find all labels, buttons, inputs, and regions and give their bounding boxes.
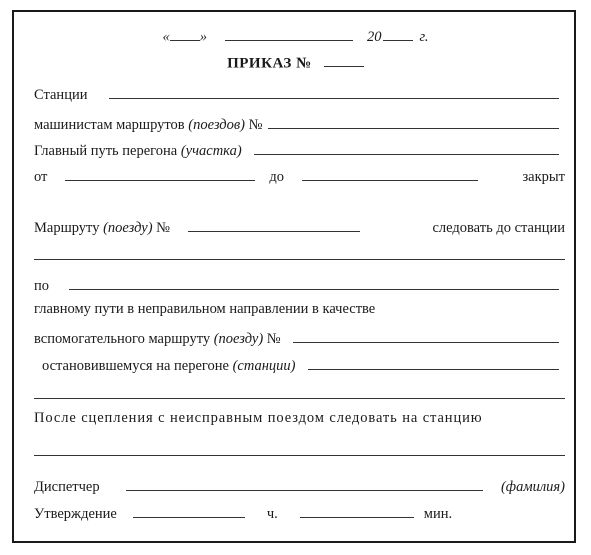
row-approval [34, 503, 565, 523]
label-minutes: мин. [423, 505, 453, 522]
label-main-track-italic: (участка) [180, 142, 242, 159]
row-along [34, 275, 565, 295]
label-main-track: Главный путь перегона [34, 142, 178, 159]
label-from: от [34, 168, 48, 185]
label-drivers-italic: (поездов) [188, 116, 245, 133]
row-main-track [34, 140, 565, 160]
row-dispatcher [34, 476, 565, 496]
month-field[interactable] [225, 26, 353, 41]
label-aux-route-no: № [266, 330, 281, 347]
row-stations [34, 84, 565, 104]
order-title [0, 52, 591, 72]
order-title-label: ПРИКАЗ № [227, 55, 312, 72]
date-line [0, 26, 591, 46]
label-dispatcher: Диспетчер [34, 478, 100, 495]
day-field[interactable] [170, 26, 200, 41]
label-after-coupling: После сцепления с неисправным поездом следовать на станцию [34, 410, 483, 426]
row-aux-route [34, 328, 565, 348]
route-number-field[interactable] [188, 217, 360, 232]
along-field[interactable] [69, 275, 559, 290]
aux-route-number-field[interactable] [293, 328, 559, 343]
hours-field[interactable] [133, 503, 245, 518]
label-closed: закрыт [522, 168, 565, 185]
stopped-extra-field[interactable] [34, 398, 565, 399]
label-aux-route-italic: (поезду) [213, 330, 264, 347]
year-field[interactable] [383, 26, 413, 41]
row-route [34, 217, 565, 237]
label-approval: Утверждение [34, 505, 117, 522]
label-along: по [34, 277, 50, 294]
label-route-no: № [156, 219, 170, 236]
stations-field[interactable] [109, 84, 559, 99]
from-field[interactable] [65, 166, 255, 181]
year-prefix: 20 [366, 28, 382, 45]
label-route-italic: (поезду) [103, 219, 153, 236]
label-drivers-no: № [248, 116, 263, 133]
row-stopped [42, 355, 565, 375]
row-after-coupling [34, 410, 565, 427]
row-wrong-direction [34, 301, 565, 318]
label-aux-route: вспомогательного маршруту [34, 330, 211, 347]
label-hours: ч. [266, 505, 278, 522]
stopped-field[interactable] [308, 355, 559, 370]
minutes-field[interactable] [300, 503, 414, 518]
label-stopped: остановившемуся на перегоне [42, 357, 229, 374]
to-field[interactable] [302, 166, 478, 181]
label-wrong-direction: главному пути в неправильном направлении в качестве [34, 301, 376, 317]
close-quote: » [199, 28, 207, 45]
label-route: Маршруту [34, 219, 100, 236]
dispatcher-field[interactable] [126, 476, 483, 491]
year-suffix: г. [419, 28, 429, 45]
coupling-station-field[interactable] [34, 455, 565, 456]
label-to: до [269, 168, 285, 185]
follow-station-field[interactable] [34, 259, 565, 260]
label-follow-to: следовать до станции [432, 219, 565, 236]
row-from-to [34, 166, 565, 186]
label-surname: (фамилия) [500, 478, 565, 495]
label-stopped-italic: (станции) [232, 357, 296, 374]
drivers-number-field[interactable] [268, 114, 559, 129]
order-number-field[interactable] [324, 52, 364, 67]
row-drivers [34, 114, 565, 134]
main-track-field[interactable] [254, 140, 559, 155]
label-drivers: машинистам маршрутов [34, 116, 185, 133]
label-stations: Станции [34, 86, 88, 103]
open-quote: « [162, 28, 170, 45]
